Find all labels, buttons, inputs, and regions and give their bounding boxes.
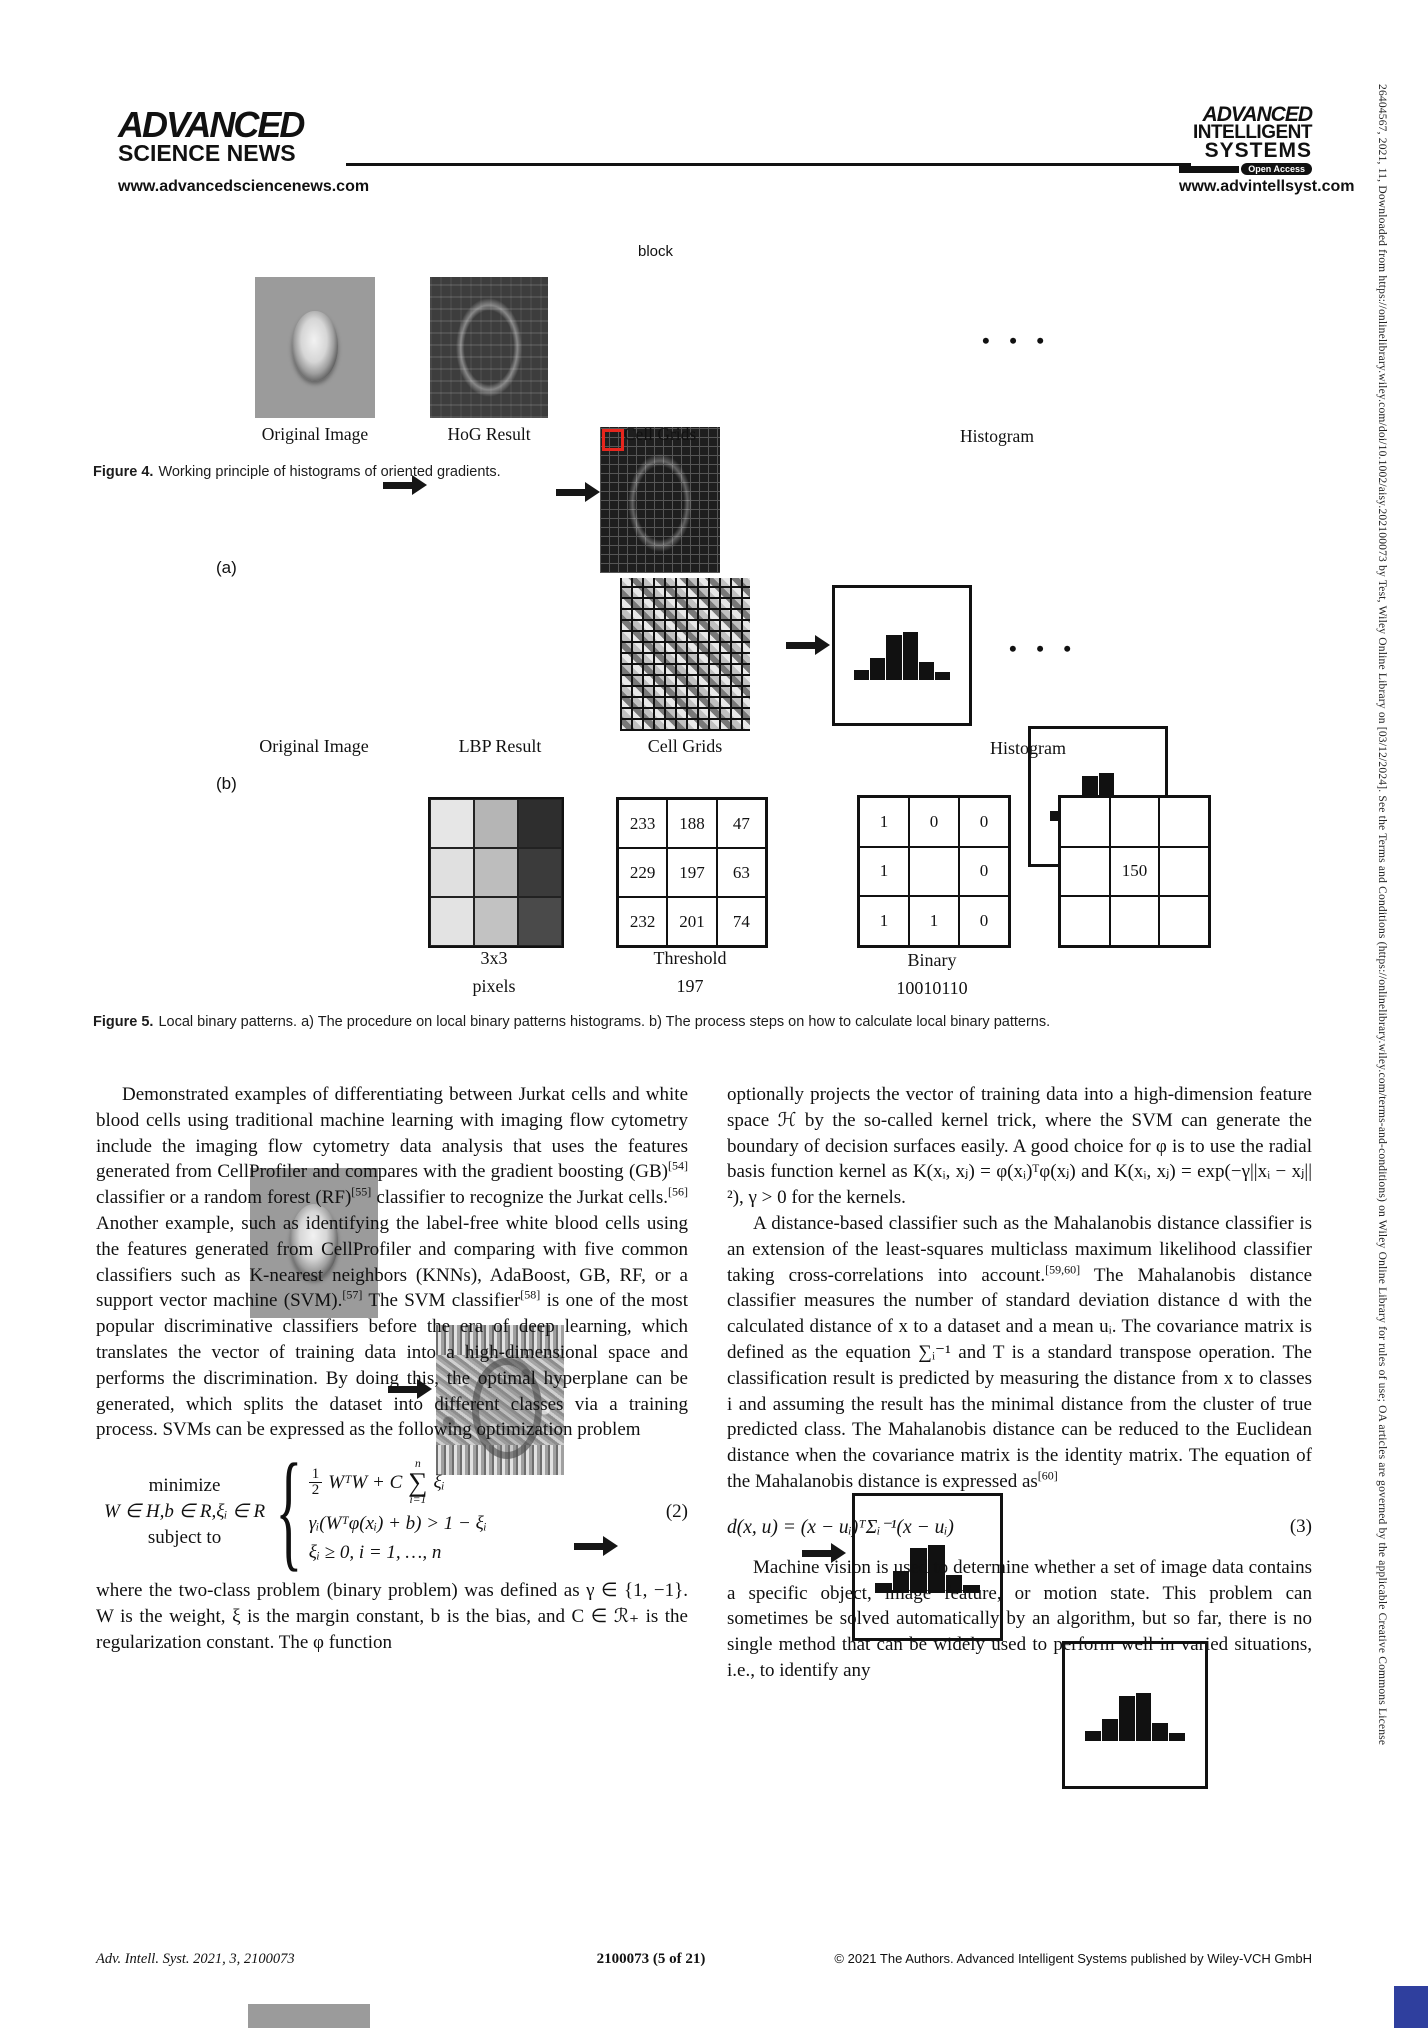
page-number: 2100073 (5 of 21)	[596, 1951, 706, 1967]
table-cell: 63	[717, 848, 766, 897]
sigma-sum	[408, 1459, 427, 1506]
pixel-cell	[518, 848, 562, 897]
table-cell: 150	[1110, 847, 1160, 897]
table-cell	[1159, 847, 1209, 897]
table-cell: 1	[859, 797, 909, 847]
paragraph: Machine vision is used to determine whether a set of image data contains a specific object, image feature, or motion state. This problem can sometimes be solved automatically by an algorithm, but so far, there is no single method that can be widely used to perform well in varied situations, i.e., to identify any	[727, 1556, 1312, 1681]
equation-2-constraints	[104, 1473, 265, 1551]
table-cell: 47	[717, 799, 766, 848]
pixel-cell	[518, 897, 562, 946]
table-cell	[1159, 797, 1209, 847]
paragraph: A distance-based classifier such as the Mahalanobis distance classifier is an extension of the least-squares multiclass maximum likelihood classifier taking cross-correlations into account.[59,60] The Mahalanobis distance classifier measures the number of standard deviation distance d with the calculated distance of x to a dataset and a mean uᵢ. The covariance matrix is defined as the equation ∑ᵢ⁻¹ and T is a standard transpose operation. The classification result is predicted by measuring the distance from x to classes i and assuming the result has the minimal distance from the cluster of true predicted class. The Mahalanobis distance can be reduced to the Euclidean distance when the covariance matrix is the identity matrix. The equation of the Mahalanobis distance is expressed as[60]	[727, 1212, 1312, 1492]
figure4-caption	[93, 464, 1333, 480]
figure5-caption-text: Local binary patterns. a) The procedure on local binary patterns histograms. b) The process steps on how to calculate local binary patterns.	[158, 1014, 1051, 1030]
fig5b-result-table	[1058, 795, 1211, 948]
paragraph: optionally projects the vector of training data into a high-dimension feature space ℋ by the so-called kernel trick, where the SVM can generate the boundary of decision surfaces easily. A good choice for φ is to use the radial basis function kernel as K(xᵢ, xⱼ) = φ(xᵢ)ᵀφ(xⱼ) and K(xᵢ, xⱼ) = exp(−γ||xᵢ − xⱼ||²), γ > 0 for the kernels.	[727, 1084, 1312, 1209]
fraction-denominator: 2	[311, 1482, 320, 1499]
fig4-cell-grids-image	[600, 427, 720, 573]
pixel-cell	[474, 897, 518, 946]
equation-3-formula: d(x, u) = (x − uᵢ)ᵀΣᵢ⁻¹(x − uᵢ)	[727, 1516, 954, 1538]
table-cell: 0	[959, 797, 1009, 847]
fig4-arrow-2-icon	[556, 489, 586, 496]
eq2-subject-to: subject to	[147, 1526, 222, 1548]
table-cell	[1159, 896, 1209, 946]
download-provenance-note: 26404567, 2021, 11, Downloaded from https://onlinelibrary.wiley.com/doi/10.1002/aisy.202100073 by Test, Wiley Online Library on [03/12/2024]. See the Terms and Conditions (https://onlinelibrary.wiley.com/terms-and-conditions) on Wiley Online Library for rules of use; OA articles are governed by the applicable Creative Commons License	[1376, 84, 1388, 1746]
left-website-url: www.advancedsciencenews.com	[118, 178, 370, 195]
fig4-hog-result-image	[430, 277, 548, 418]
table-cell: 233	[618, 799, 667, 848]
table-cell: 188	[667, 799, 716, 848]
advanced-intelligent-systems-logo	[1179, 105, 1312, 175]
figure4-caption-text: Working principle of histograms of oriented gradients.	[158, 464, 501, 480]
logo-text-systems: SYSTEMS	[1204, 139, 1312, 162]
logo-bar	[1179, 166, 1239, 173]
table-cell	[1060, 896, 1110, 946]
table-cell: 0	[959, 896, 1009, 946]
figure4-caption-tag: Figure 4.	[93, 464, 154, 480]
sigma-upper-limit: n	[415, 1458, 421, 1471]
pixel-cell	[430, 897, 474, 946]
fig5a-label-original-image: Original Image	[259, 736, 369, 756]
logo-text-science-news: SCIENCE NEWS	[118, 140, 296, 166]
open-access-badge: Open Access	[1241, 163, 1312, 175]
fig4-label-hog-result: HoG Result	[447, 424, 531, 444]
table-cell: 201	[667, 897, 716, 946]
fig4-original-image	[255, 277, 375, 418]
brace-glyph: {	[275, 1437, 303, 1584]
table-cell	[1110, 896, 1160, 946]
pixel-cell	[474, 848, 518, 897]
copyright-notice: © 2021 The Authors. Advanced Intelligent Systems published by Wiley-VCH GmbH	[834, 1951, 1312, 1966]
pixel-cell	[518, 799, 562, 848]
left-column	[96, 1082, 688, 1656]
fig4-label-histogram: Histogram	[960, 426, 1034, 446]
fig5b-cell-image	[248, 2004, 370, 2028]
equation-2-number: (2)	[665, 1500, 688, 1522]
pixel-cell	[430, 799, 474, 848]
eq2-line1-end: ξᵢ	[433, 1471, 445, 1493]
equation-3	[727, 1515, 1312, 1539]
fig4-label-original-image: Original Image	[261, 424, 369, 444]
table-cell	[1060, 797, 1110, 847]
fig4-arrow-3-icon	[786, 642, 816, 649]
fig5a-label-lbp-result: LBP Result	[458, 736, 542, 756]
table-cell: 229	[618, 848, 667, 897]
equation-2-lines	[309, 1459, 487, 1564]
fig5b-label-pixels: pixels	[472, 976, 516, 996]
cell-oval	[292, 311, 338, 382]
figure5-caption	[93, 1014, 1338, 1030]
fig5b-label-binary: Binary	[907, 950, 957, 970]
eq2-minimize: minimize	[148, 1474, 221, 1496]
corner-scan-mark	[1394, 1986, 1428, 2028]
table-cell: 232	[618, 897, 667, 946]
fig5b-label-197: 197	[676, 976, 704, 996]
fig5b-binary-table	[857, 795, 1011, 948]
equation-2	[96, 1437, 688, 1584]
fig5b-label-threshold: Threshold	[653, 948, 727, 968]
sigma-lower-limit: i=1	[409, 1494, 427, 1507]
fig4-ellipsis-dots: • • •	[982, 328, 1052, 353]
logo-text-advanced-2: ADVANCED	[1202, 103, 1312, 126]
fig5-panel-a-label: (a)	[216, 558, 237, 577]
fig5a-label-histogram: Histogram	[990, 738, 1066, 758]
table-cell	[1060, 847, 1110, 897]
page-footer	[96, 1951, 1312, 1968]
paragraph: where the two-class problem (binary problem) was defined as γ ∈ {1, −1}. W is the weight, ξ is the margin constant, b is the bias, and C ∈ ℛ₊ is the regularization constant. The φ function	[96, 1580, 688, 1653]
fig5b-label-3x3: 3x3	[480, 948, 508, 968]
table-cell: 197	[667, 848, 716, 897]
pixel-cell	[430, 848, 474, 897]
fig5a-ellipsis-dots: • • •	[1009, 636, 1079, 661]
table-cell: 1	[909, 896, 959, 946]
fig5b-3x3-pixels-grid	[428, 797, 564, 948]
fig5b-threshold-table	[616, 797, 768, 948]
eq2-line-2: γᵢ(Wᵀφ(xᵢ) + b) > 1 − ξᵢ	[308, 1513, 487, 1535]
fig4-block-label: block	[638, 243, 674, 260]
equation-3-number: (3)	[1289, 1515, 1312, 1537]
sigma-icon: ∑	[408, 1467, 428, 1498]
table-cell: 1	[859, 847, 909, 897]
fig4-histogram-bars-1	[854, 632, 951, 680]
advanced-science-news-logo	[118, 104, 304, 166]
right-column	[727, 1082, 1312, 1684]
journal-citation: Adv. Intell. Syst. 2021, 3, 2100073	[96, 1951, 295, 1967]
table-cell	[909, 847, 959, 897]
table-cell: 74	[717, 897, 766, 946]
fig5b-label-10010110: 10010110	[896, 978, 968, 998]
fraction-numerator: 1	[309, 1467, 323, 1483]
fig4-label-cell-grids: Cell Grids	[623, 424, 697, 444]
eq2-line-1	[309, 1459, 487, 1506]
logo-text-intelligent: INTELLIGENT	[1192, 122, 1312, 143]
logo-text-advanced: ADVANCED	[118, 104, 304, 145]
eq2-domain: W ∈ H,b ∈ R,ξᵢ ∈ R	[104, 1500, 266, 1522]
pixel-cell	[474, 799, 518, 848]
fig5a-histogram-bars-2	[1085, 1693, 1186, 1741]
fig5a-cell-grids-image	[620, 578, 750, 731]
fig5a-label-cell-grids: Cell Grids	[647, 736, 723, 756]
table-cell: 0	[909, 797, 959, 847]
fig4-arrow-1-icon	[383, 482, 413, 489]
header-rule	[346, 163, 1191, 166]
fig4-histogram-box-1	[832, 585, 972, 726]
paragraph: Demonstrated examples of differentiating between Jurkat cells and white blood cells using traditional machine learning with imaging flow cytometry include the imaging flow cytometry data analysis that uses the features generated from CellProfiler and compares with the gradient boosting (GB)[54] classifier or a random forest (RF)[55] classifier to recognize the Jurkat cells.[56] Another example, such as identifying the label-free white blood cells using the features generated from CellProfiler and comparing with five common classifiers such as K-nearest neighbors (KNNs), AdaBoost, GB, RF, or a support vector machine (SVM).[57] The SVM classifier[58] is one of the most popular discriminative classifiers before the era of deep learning, which translates the vector of training data into a high-dimensional space and performs the discrimination. By doing this, the optimal hyperplane can be generated, which splits the dataset into different classes via a training process. SVMs can be expressed as the following optimization problem	[96, 1084, 688, 1441]
eq2-line-3: ξᵢ ≥ 0, i = 1, …, n	[308, 1542, 442, 1564]
right-website-url: www.advintellsyst.com	[1179, 178, 1355, 195]
table-cell: 1	[859, 896, 909, 946]
fraction	[309, 1467, 323, 1498]
open-access-row	[1179, 163, 1312, 175]
table-cell: 0	[959, 847, 1009, 897]
table-cell	[1110, 797, 1160, 847]
fig5-panel-b-label: (b)	[216, 774, 237, 793]
eq2-line1-mid: WᵀW + C	[328, 1471, 403, 1493]
figure5-caption-tag: Figure 5.	[93, 1014, 154, 1030]
